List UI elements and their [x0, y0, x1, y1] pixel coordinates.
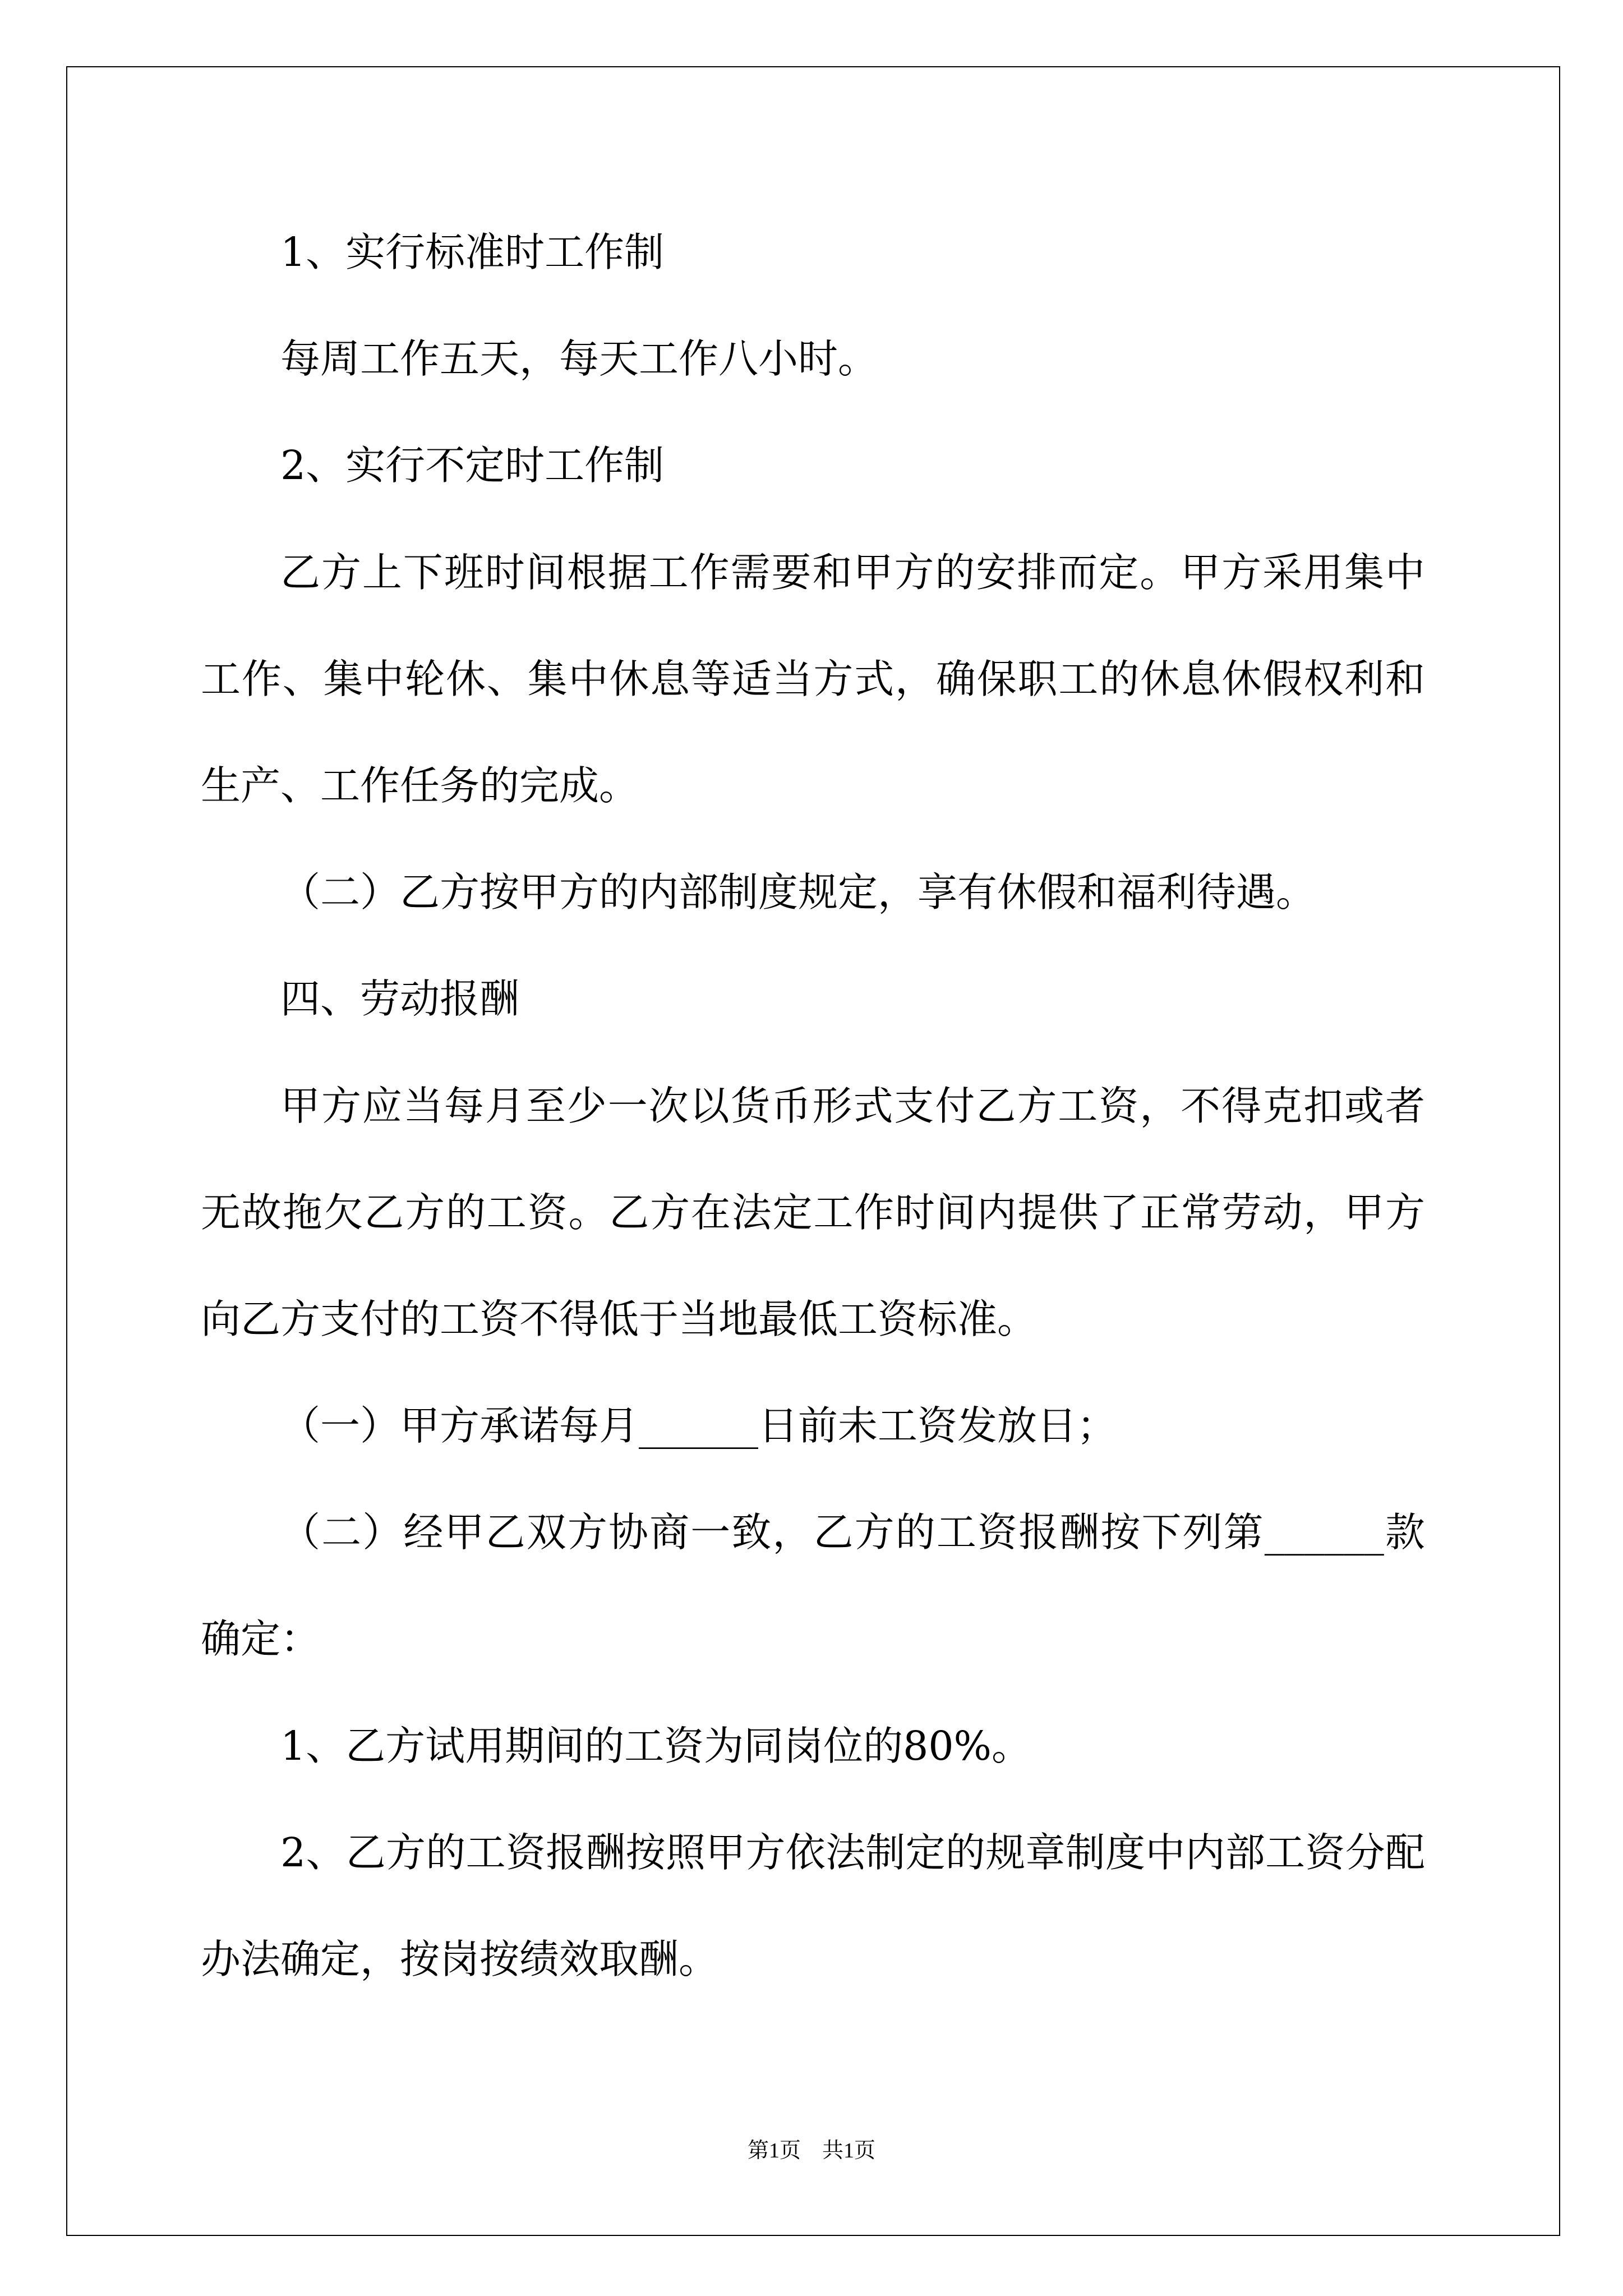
paragraph: [201, 1693, 1425, 1800]
paragraph: [201, 839, 1425, 946]
paragraph-line: （二）经甲乙双方协商一致，乙方的工资报酬按下列第______款: [280, 1509, 1425, 1556]
paragraph: [201, 199, 1425, 306]
paragraph-line: 每周工作五天，每天工作八小时。: [280, 335, 878, 383]
paragraph: [201, 412, 1425, 519]
paragraph-line: 向乙方支付的工资不得低于当地最低工资标准。: [201, 1295, 1038, 1342]
paragraph-line: 无故拖欠乙方的工资。乙方在法定工作时间内提供了正常劳动，甲方: [201, 1189, 1425, 1236]
paragraph: [201, 1053, 1425, 1373]
paragraph-line: 四、劳动报酬: [280, 976, 520, 1023]
paragraph: [201, 1373, 1425, 1479]
paragraph-line: 2、实行不定时工作制: [280, 442, 665, 489]
page-footer: 第1页 共1页: [747, 2139, 875, 2162]
paragraph-line: 1、乙方试用期间的工资为同岗位的80%。: [280, 1722, 1031, 1769]
paragraph-line: 1、实行标准时工作制: [280, 229, 665, 275]
paragraph: [201, 519, 1425, 840]
paragraph: [201, 1479, 1425, 1692]
paragraph-line: 乙方上下班时间根据工作需要和甲方的安排而定。甲方采用集中: [280, 549, 1425, 596]
paragraph-line: 办法确定，按岗按绩效取酬。: [201, 1936, 719, 1982]
paragraph: [201, 1800, 1425, 2013]
paragraph-line: （一）甲方承诺每月______日前未工资发放日；: [280, 1402, 1117, 1450]
paragraph-line: 工作、集中轮休、集中休息等适当方式，确保职工的休息休假权利和: [201, 655, 1425, 702]
section-heading: [201, 946, 1425, 1052]
paragraph-line: （二）乙方按甲方的内部制度规定，享有休假和福利待遇。: [280, 869, 1316, 916]
paragraph-line: 生产、工作任务的完成。: [201, 762, 639, 809]
paragraph: [201, 306, 1425, 412]
paragraph-line: 甲方应当每月至少一次以货币形式支付乙方工资，不得克扣或者: [280, 1082, 1425, 1129]
document-body: [201, 199, 1425, 2013]
paragraph-line: 2、乙方的工资报酬按照甲方依法制定的规章制度中内部工资分配: [280, 1829, 1425, 1876]
paragraph-line: 确定：: [201, 1616, 321, 1663]
